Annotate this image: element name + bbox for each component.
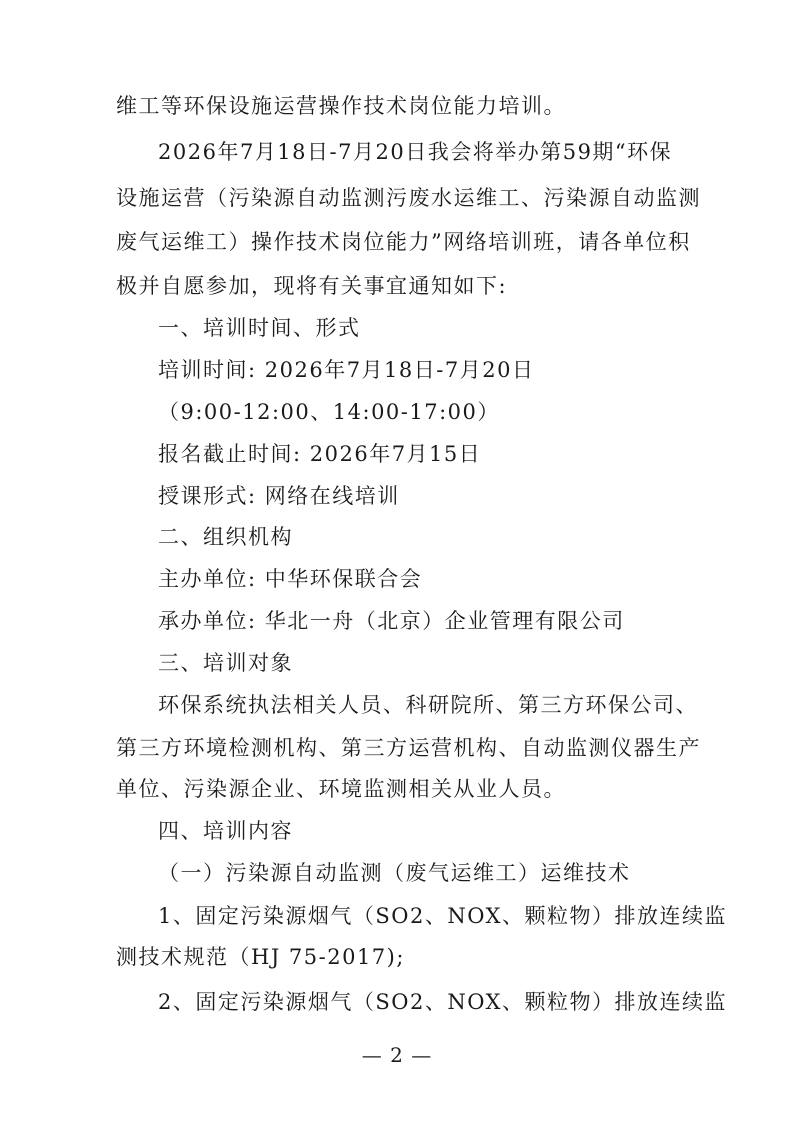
body-line: 测技术规范（HJ 75-2017); xyxy=(116,945,405,969)
body-line: 维工等环保设施运营操作技术岗位能力培训。 xyxy=(116,94,566,118)
page-number: — 2 — xyxy=(361,1043,433,1067)
body-line: 2026年7月18日-7月20日我会将举办第59期“环保 xyxy=(158,140,673,164)
body-line: 第三方环境检测机构、第三方运营机构、自动监测仪器生产 xyxy=(116,736,701,760)
body-line: 报名截止时间: 2026年7月15日 xyxy=(158,442,482,466)
body-line: 设施运营（污染源自动监测污废水运维工、污染源自动监测 xyxy=(116,186,701,210)
section-heading: 三、培训对象 xyxy=(158,651,293,675)
body-line: 2、固定污染源烟气（SO2、NOX、颗粒物）排放连续监 xyxy=(158,990,727,1014)
section-heading: 四、培训内容 xyxy=(158,819,293,843)
body-line: 授课形式: 网络在线培训 xyxy=(158,484,400,508)
section-heading: 二、组织机构 xyxy=(158,525,293,549)
body-line: 1、固定污染源烟气（SO2、NOX、颗粒物）排放连续监 xyxy=(158,904,727,928)
body-line: 主办单位: 中华环保联合会 xyxy=(158,567,423,591)
body-line: 废气运维工）操作技术岗位能力”网络培训班，请各单位积 xyxy=(116,230,691,254)
body-line: 环保系统执法相关人员、科研院所、第三方环保公司、 xyxy=(158,693,698,717)
body-line: 培训时间: 2026年7月18日-7月20日 xyxy=(158,358,535,382)
section-heading: 一、培训时间、形式 xyxy=(158,316,361,340)
body-line: （9:00-12:00、14:00-17:00） xyxy=(158,400,500,424)
body-line: 极并自愿参加，现将有关事宜通知如下: xyxy=(116,274,508,298)
body-line: 承办单位: 华北一舟（北京）企业管理有限公司 xyxy=(158,609,625,633)
body-line: 单位、污染源企业、环境监测相关从业人员。 xyxy=(116,777,566,801)
subsection-heading: （一）污染源自动监测（废气运维工）运维技术 xyxy=(158,861,631,885)
